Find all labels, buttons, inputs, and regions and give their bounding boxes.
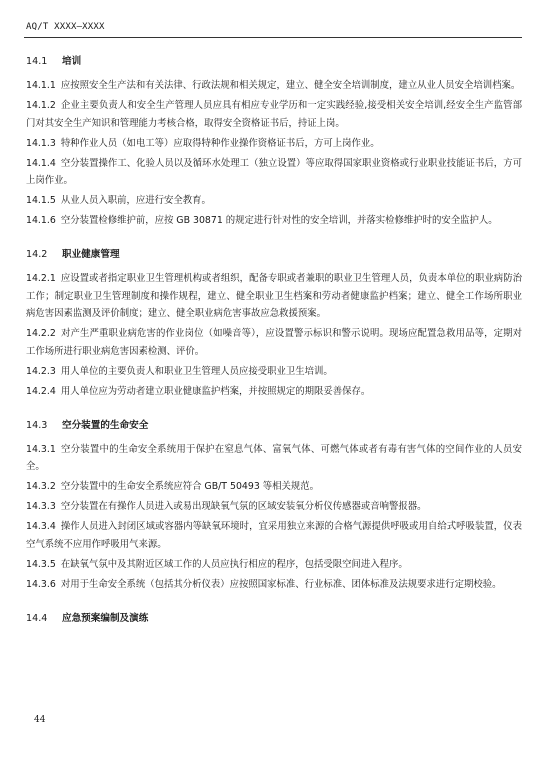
heading-spacer: [26, 628, 522, 634]
document-body: [26, 51, 522, 634]
clause-number: 14.3.2: [26, 481, 56, 492]
section-number: 14.1: [26, 56, 48, 67]
section-spacer: [26, 232, 522, 244]
section-title: 应急预案编制及演练: [62, 612, 149, 624]
clause-paragraph: [26, 270, 522, 323]
clause-paragraph: [26, 155, 522, 190]
document-id: AQ/T XXXX—XXXX: [26, 22, 105, 32]
clause-number: 14.2.1: [26, 273, 56, 284]
section-heading: [26, 610, 522, 628]
clause-text: 对产生严重职业病危害的作业岗位（如噪音等），应设置警示标识和警示说明。现场应配置急救用品等，定期对工作场所进行职业病危害因素检测、评价。: [26, 328, 522, 357]
header-divider: [24, 37, 522, 38]
clause-text: 空分装置中的生命安全系统应符合 GB/T 50493 等相关规范。: [60, 481, 320, 492]
clause-paragraph: [26, 556, 522, 574]
clause-paragraph: [26, 518, 522, 553]
clause-paragraph: [26, 363, 522, 381]
clause-text: 企业主要负责人和安全生产管理人员应具有相应专业学历和一定实践经验,接受相关安全培训,经安全生产监管部门对其安全生产知识和管理能力考核合格，取得安全资格证书后，持证上岗。: [26, 100, 522, 129]
section-title: 培训: [62, 56, 82, 67]
clause-number: 14.2.3: [26, 365, 56, 377]
section-heading: [26, 417, 522, 435]
clause-number: 14.1.5: [26, 195, 56, 206]
clause-number: 14.1.4: [26, 157, 56, 169]
clause-text: 从业人员入职前，应进行安全教育。: [60, 195, 211, 206]
clause-number: 14.1.2: [26, 100, 56, 111]
clause-paragraph: [26, 135, 522, 153]
clause-text: 在缺氧气氛中及其附近区域工作的人员应执行相应的程序，包括受限空间进入程序。: [60, 558, 408, 570]
clause-text: 用人单位的主要负责人和职业卫生管理人员应接受职业卫生培训。: [60, 365, 333, 377]
section-number: 14.3: [26, 419, 48, 431]
clause-paragraph: [26, 325, 522, 360]
section-heading: [26, 246, 522, 264]
clause-number: 14.3.4: [26, 521, 56, 532]
section-spacer: [26, 596, 522, 608]
clause-text: 对用于生命安全系统（包括其分析仪表）应按照国家标准、行业标准、团体标准及法规要求进行定期校验。: [60, 578, 502, 590]
clause-text: 特种作业人员（如电工等）应取得特种作业操作资格证书后，方可上岗作业。: [60, 137, 380, 149]
clause-paragraph: [26, 212, 522, 230]
section-number: 14.2: [26, 249, 48, 260]
clause-number: 14.3.3: [26, 501, 56, 512]
section-number: 14.4: [26, 612, 48, 624]
clause-text: 空分装置检修维护前，应按 GB 30871 的规定进行针对性的安全培训，并落实检修维护时的安全监护人。: [60, 215, 498, 226]
clause-text: 应按照安全生产法和有关法律、行政法规和相关规定，建立、健全安全培训制度，建立从业人员安全培训档案。: [60, 80, 521, 91]
clause-text: 应设置或者指定职业卫生管理机构或者组织，配备专职或者兼职的职业卫生管理人员，负责本单位的职业病防治工作；制定职业卫生管理制度和操作规程，建立、健全职业卫生档案和劳动者健康监护档案；建立、健全工作场所职业病危害因素监测及评价制度；建立、健全职业病危害事故应急救援预案。: [26, 273, 522, 319]
clause-number: 14.1.6: [26, 215, 56, 226]
clause-text: 用人单位应为劳动者建立职业健康监护档案，并按照规定的期限妥善保存。: [60, 385, 371, 397]
clause-paragraph: [26, 383, 522, 401]
clause-paragraph: [26, 576, 522, 594]
clause-paragraph: [26, 441, 522, 476]
section-title: 职业健康管理: [62, 249, 120, 260]
clause-paragraph: [26, 498, 522, 516]
clause-number: 14.2.2: [26, 328, 56, 339]
section-spacer: [26, 403, 522, 415]
clause-text: 空分装置中的生命安全系统用于保护在窒息气体、富氧气体、可燃气体或者有毒有害气体的空间作业的人员安全。: [26, 443, 522, 472]
clause-text: 空分装置操作工、化验人员以及循环水处理工（独立设置）等应取得国家职业资格或行业职业技能证书后，方可上岗作业。: [26, 157, 522, 186]
page-number: 44: [34, 715, 46, 725]
clause-text: 操作人员进入封闭区域或容器内等缺氧环境时，宜采用独立来源的合格气源提供呼吸或用自给式呼吸装置，仪表空气系统不应用作呼吸用气来源。: [26, 521, 522, 550]
clause-number: 14.1.3: [26, 137, 56, 149]
clause-paragraph: [26, 77, 522, 95]
clause-number: 14.3.6: [26, 578, 56, 590]
section-heading: [26, 53, 522, 71]
clause-number: 14.2.4: [26, 385, 56, 397]
clause-paragraph: [26, 192, 522, 210]
clause-text: 空分装置在有操作人员进入或易出现缺氧气氛的区域安装氧分析仪传感器或音响警报器。: [60, 501, 427, 512]
clause-paragraph: [26, 97, 522, 132]
clause-number: 14.3.1: [26, 443, 56, 455]
clause-paragraph: [26, 478, 522, 496]
clause-number: 14.3.5: [26, 558, 56, 570]
clause-number: 14.1.1: [26, 80, 56, 91]
section-title: 空分装置的生命安全: [62, 419, 149, 431]
